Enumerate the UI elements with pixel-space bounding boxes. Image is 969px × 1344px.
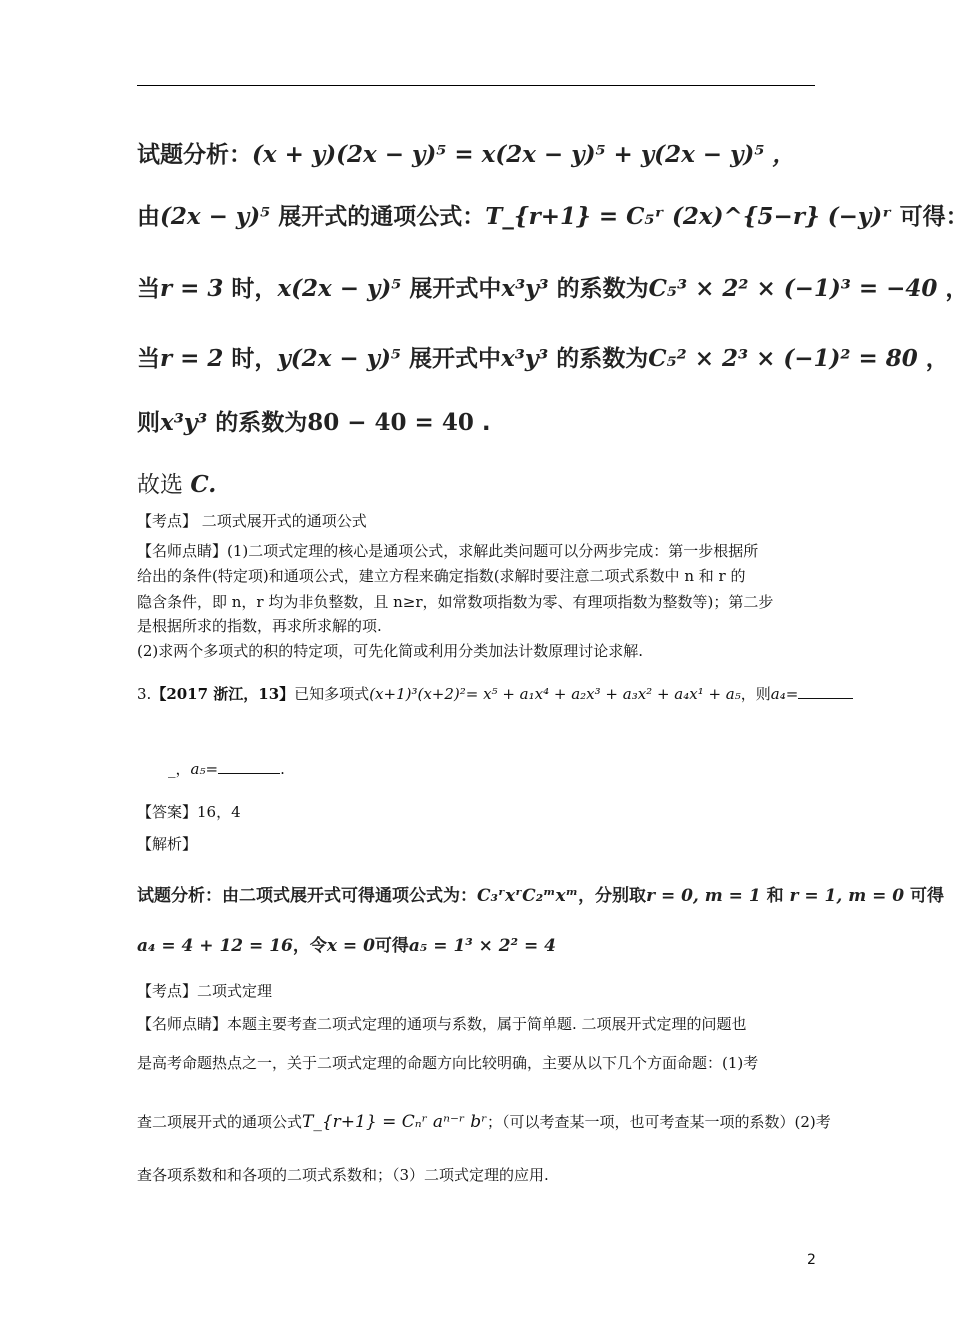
answer-tag: 【答案】 bbox=[137, 803, 198, 821]
answer-line bbox=[137, 801, 241, 822]
mingshi2-line4: 查各项系数和和各项的二项式系数和；（3）二项式定理的应用. bbox=[137, 1166, 549, 1184]
text-prefix: 当 bbox=[137, 346, 160, 372]
kaodian-tag: 【考点】 bbox=[137, 982, 198, 1000]
polynomial-expression: (x+1)³(x+2)²= x⁵ + a₁x⁴ + a₂x³ + a₃x² + a₄x¹ + a₅ bbox=[369, 685, 741, 703]
general-term-formula: T_{r+1} = C₅ʳ (2x)^{5−r} (−y)ʳ bbox=[485, 203, 892, 230]
term-x3y3: x³y³ bbox=[160, 409, 208, 436]
text-mid: 的系数为 bbox=[548, 346, 649, 372]
general-term-formula: T_{r+1} = Cₙʳ aⁿ⁻ʳ bʳ bbox=[302, 1112, 488, 1132]
condition-1: r = 0, m = 1 bbox=[646, 886, 761, 906]
analysis2-line2 bbox=[137, 931, 556, 956]
question-source: 【2017 浙江，13】 bbox=[151, 685, 295, 703]
kaodian1 bbox=[137, 510, 367, 531]
mingshi1-line1 bbox=[137, 540, 758, 561]
question-number: 3. bbox=[137, 685, 152, 703]
text-mid: 时， bbox=[223, 276, 278, 302]
text-prefix: 当 bbox=[137, 276, 160, 302]
question3-line1 bbox=[137, 683, 853, 704]
analysis1-line2 bbox=[137, 198, 969, 231]
expr-y: y(2x − y)⁵ bbox=[277, 345, 402, 372]
answer-text: 16，4 bbox=[197, 803, 241, 821]
expr-x: x(2x − y)⁵ bbox=[277, 275, 402, 302]
page-number: 2 bbox=[807, 1252, 816, 1268]
analysis1-line4 bbox=[137, 340, 949, 373]
condition-2: r = 1, m = 0 bbox=[789, 886, 905, 906]
a5-answer-blank bbox=[218, 772, 280, 774]
text-prefix: 则 bbox=[137, 410, 160, 436]
general-term: C₃ʳxʳC₂ᵐxᵐ bbox=[477, 886, 579, 906]
analysis-equation: (x + y)(2x − y)⁵ = x(2x − y)⁵ + y(2x − y)⁵ ， bbox=[252, 141, 796, 168]
blank-continuation: _， bbox=[168, 760, 191, 778]
analysis1-line1 bbox=[137, 136, 795, 169]
mingshi-text: (1)二项式定理的核心是通项公式，求解此类问题可以分两步完成：第一步根据所 bbox=[227, 542, 759, 560]
text-mid: 的系数为 bbox=[548, 276, 649, 302]
question-text: 已知多项式 bbox=[294, 685, 370, 703]
text-end: . bbox=[473, 410, 491, 436]
text-mid: 的系数为 bbox=[207, 410, 308, 436]
a5-calc: a₅ = 1³ × 2² = 4 bbox=[408, 936, 556, 956]
a4-calc: a₄ = 4 + 12 = 16 bbox=[137, 936, 293, 956]
equals-sign: = bbox=[785, 685, 799, 703]
mingshi1-line3: 隐含条件，即 n，r 均为非负整数，且 n≥r，如常数项指数为零、有理项指数为整数等)；第二步 bbox=[137, 593, 774, 611]
mingshi1-line2: 给出的条件(特定项)和通项公式，建立方程来确定指数(求解时要注意二项式系数中 n 和 r 的 bbox=[137, 567, 746, 585]
coefficient-calc: C₅³ × 2² × (−1)³ = −40 bbox=[648, 275, 938, 302]
equals-sign: = bbox=[205, 760, 219, 778]
analysis1-line5 bbox=[137, 404, 491, 437]
binomial-expr: (2x − y)⁵ bbox=[160, 203, 271, 230]
condition-r2: r = 2 bbox=[160, 345, 224, 372]
header-rule bbox=[137, 85, 815, 86]
analysis1-line3 bbox=[137, 270, 968, 303]
analysis-label: 试题分析： bbox=[137, 142, 252, 168]
mingshi1-line5: (2)求两个多项式的积的特定项，可先化简或利用分类加法计数原理讨论求解. bbox=[137, 642, 644, 660]
text-mid: 展开式的通项公式： bbox=[270, 204, 486, 230]
condition-x0: x = 0 bbox=[326, 936, 375, 956]
mingshi1-line4: 是根据所求的指数，再求所求解的项. bbox=[137, 617, 382, 635]
choice-label: 故选 bbox=[137, 472, 183, 498]
coefficient-calc: C₅² × 2³ × (−1)² = 80 bbox=[648, 345, 918, 372]
mingshi-text: ；（可以考查某一项，也可考查某一项的系数）(2)考 bbox=[487, 1113, 831, 1131]
kaodian2 bbox=[137, 980, 272, 1001]
mingshi2-line3 bbox=[137, 1111, 831, 1132]
text-mid: ，分别取 bbox=[578, 886, 647, 906]
text-prefix: 由 bbox=[137, 204, 160, 230]
mingshi-tag: 【名师点睛】 bbox=[137, 1015, 228, 1033]
question3-line2 bbox=[168, 758, 285, 779]
mingshi-tag: 【名师点睛】 bbox=[137, 542, 228, 560]
text-end: ， bbox=[917, 346, 949, 372]
question-end: . bbox=[280, 760, 285, 778]
choice-answer: C. bbox=[190, 471, 217, 498]
kaodian-text: 二项式定理 bbox=[197, 982, 273, 1000]
term-x3y3: x³y³ bbox=[501, 275, 549, 302]
text-mid: 时， bbox=[223, 346, 278, 372]
text-mid: 展开式中 bbox=[401, 346, 502, 372]
term-x3y3: x³y³ bbox=[501, 345, 549, 372]
text-mid: ，令 bbox=[292, 936, 327, 956]
question-then: ，则 bbox=[740, 685, 771, 703]
text-end: 可得 bbox=[904, 886, 945, 906]
mingshi-text: 本题主要考查二项式定理的通项与系数，属于简单题. 二项展开式定理的问题也 bbox=[227, 1015, 747, 1033]
a4-answer-blank bbox=[798, 697, 853, 699]
a5-symbol: a₅ bbox=[190, 760, 206, 778]
kaodian-tag: 【考点】 bbox=[137, 512, 198, 530]
analysis2-text: 试题分析：由二项式展开式可得通项公式为： bbox=[137, 886, 477, 906]
text-end: ， bbox=[937, 276, 969, 302]
coefficient-sum: 80 − 40 = 40 bbox=[307, 409, 474, 436]
text-suffix: 可得： bbox=[891, 204, 969, 230]
mingshi-text: 查二项展开式的通项公式 bbox=[137, 1113, 303, 1131]
kaodian-text: 二项式展开式的通项公式 bbox=[197, 512, 367, 530]
analysis2-line1 bbox=[137, 881, 944, 906]
text-and: 和 bbox=[760, 886, 790, 906]
mingshi2-line1 bbox=[137, 1013, 747, 1034]
text-mid: 展开式中 bbox=[401, 276, 502, 302]
a4-symbol: a₄ bbox=[770, 685, 786, 703]
text-mid: 可得 bbox=[374, 936, 409, 956]
mingshi2-line2: 是高考命题热点之一，关于二项式定理的命题方向比较明确，主要从以下几个方面命题：(1)考 bbox=[137, 1054, 759, 1072]
condition-r3: r = 3 bbox=[160, 275, 224, 302]
jiexi-line bbox=[137, 833, 197, 854]
analysis1-line6 bbox=[137, 466, 216, 499]
jiexi-tag: 【解析】 bbox=[137, 835, 198, 853]
